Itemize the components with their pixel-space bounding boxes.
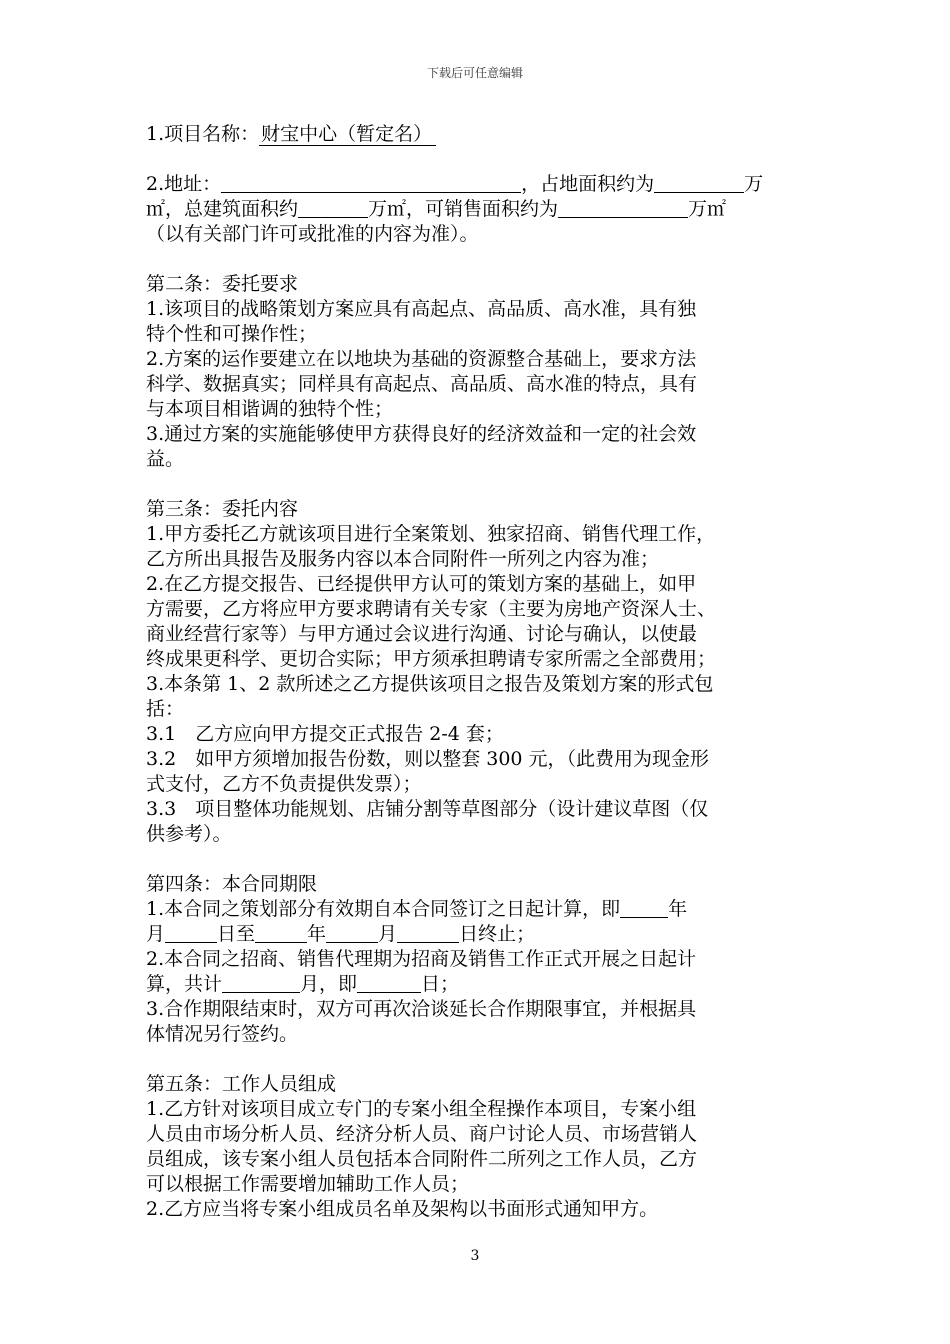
start-year-blank[interactable] bbox=[620, 897, 668, 918]
duration-end-blank[interactable] bbox=[357, 972, 421, 993]
article-5-line: 1.乙方针对该项目成立专门的专案小组全程操作本项目，专案小组 bbox=[146, 1098, 697, 1120]
project-name-line: 1.项目名称： 财宝中心（暂定名） bbox=[146, 122, 818, 147]
project-name-value: 财宝中心（暂定名） bbox=[259, 123, 436, 146]
article-2-line: 与本项目相谐调的独特个性； bbox=[146, 398, 394, 420]
address-line-3: （以有关部门许可或批准的内容为准）。 bbox=[146, 223, 479, 245]
article-3-line: 3.3 项目整体功能规划、店铺分割等草图部分（设计建议草图（仅 bbox=[146, 798, 709, 820]
land-area-blank[interactable] bbox=[654, 172, 744, 193]
saleable-area-blank[interactable] bbox=[558, 197, 688, 218]
article-4-line: 3.合作期限结束时，双方可再次洽谈延长合作期限事宜，并根据具 bbox=[146, 998, 697, 1020]
page-header: 下载后可任意编辑 bbox=[426, 66, 523, 80]
article-2-title: 第二条：委托要求 bbox=[146, 273, 299, 295]
page-number: 3 bbox=[470, 1248, 480, 1264]
article-2-line: 1.该项目的战略策划方案应具有高起点、高品质、高水准，具有独 bbox=[146, 298, 697, 320]
article-3-line: 3.1 乙方应向甲方提交正式报告 2-4 套； bbox=[146, 723, 504, 745]
duration-months-blank[interactable] bbox=[222, 972, 300, 993]
article-2-line: 3.通过方案的实施能够使甲方获得良好的经济效益和一定的社会效 bbox=[146, 423, 697, 445]
building-area-blank[interactable] bbox=[298, 197, 368, 218]
article-2-line: 科学、数据真实；同样具有高起点、高品质、高水准的特点，具有 bbox=[146, 373, 698, 395]
contract-body bbox=[146, 122, 818, 1222]
article-3-line: 供参考）。 bbox=[146, 823, 232, 845]
article-3-line: 2.在乙方提交报告、已经提供甲方认可的策划方案的基础上，如甲 bbox=[146, 573, 697, 595]
end-month-blank[interactable] bbox=[326, 922, 378, 943]
article-3-line: 式支付，乙方不负责提供发票）； bbox=[146, 773, 422, 795]
article-2-line: 2.方案的运作要建立在以地块为基础的资源整合基础上，要求方法 bbox=[146, 348, 697, 370]
address-line-1: 2.地址： ，占地面积约为 万 bbox=[146, 173, 764, 195]
article-2-line: 特个性和可操作性； bbox=[146, 323, 318, 345]
start-month-blank[interactable] bbox=[165, 922, 217, 943]
article-3-line: 3.本条第 1、2 款所述之乙方提供该项目之报告及策划方案的形式包 bbox=[146, 673, 714, 695]
article-4-line: 2.本合同之招商、销售代理期为招商及销售工作正式开展之日起计 bbox=[146, 948, 697, 970]
article-5-title: 第五条：工作人员组成 bbox=[146, 1073, 337, 1095]
article-5-line: 可以根据工作需要增加辅助工作人员； bbox=[146, 1173, 470, 1195]
article-5-line: 员组成，该专案小组人员包括本合同附件二所列之工作人员，乙方 bbox=[146, 1148, 698, 1170]
article-3-line: 方需要，乙方将应甲方要求聘请有关专家（主要为房地产资深人士、 bbox=[146, 598, 717, 620]
article-3-line: 商业经营行家等）与甲方通过会议进行沟通、讨论与确认，以使最 bbox=[146, 623, 698, 645]
article-5-line: 2.乙方应当将专案小组成员名单及架构以书面形式通知甲方。 bbox=[146, 1198, 659, 1220]
article-3-line: 乙方所出具报告及服务内容以本合同附件一所列之内容为准； bbox=[146, 548, 660, 570]
end-day-blank[interactable] bbox=[397, 922, 459, 943]
article-4-line: 月 日至 年 月 日终止； bbox=[146, 923, 536, 945]
article-2-line: 益。 bbox=[146, 448, 185, 470]
article-4-title: 第四条：本合同期限 bbox=[146, 873, 318, 895]
article-3-line: 3.2 如甲方须增加报告份数，则以整套 300 元，（此费用为现金形 bbox=[146, 748, 710, 770]
address-line-2: ㎡，总建筑面积约 万㎡，可销售面积约为 万㎡ bbox=[146, 198, 727, 220]
article-4-line: 1.本合同之策划部分有效期自本合同签订之日起计算，即 年 bbox=[146, 898, 688, 920]
article-3-line: 括： bbox=[146, 698, 185, 720]
article-3-title: 第三条：委托内容 bbox=[146, 498, 299, 520]
article-5-line: 人员由市场分析人员、经济分析人员、商户讨论人员、市场营销人 bbox=[146, 1123, 698, 1145]
article-4-line: 体情况另行签约。 bbox=[146, 1023, 299, 1045]
end-year-blank[interactable] bbox=[255, 922, 307, 943]
address-blank[interactable] bbox=[221, 172, 521, 193]
article-3-line: 终成果更科学、更切合实际；甲方须承担聘请专家所需之全部费用； bbox=[146, 648, 717, 670]
article-4-line: 算，共计 月，即 日； bbox=[146, 973, 460, 995]
article-3-line: 1.甲方委托乙方就该项目进行全案策划、独家招商、销售代理工作， bbox=[146, 523, 716, 545]
